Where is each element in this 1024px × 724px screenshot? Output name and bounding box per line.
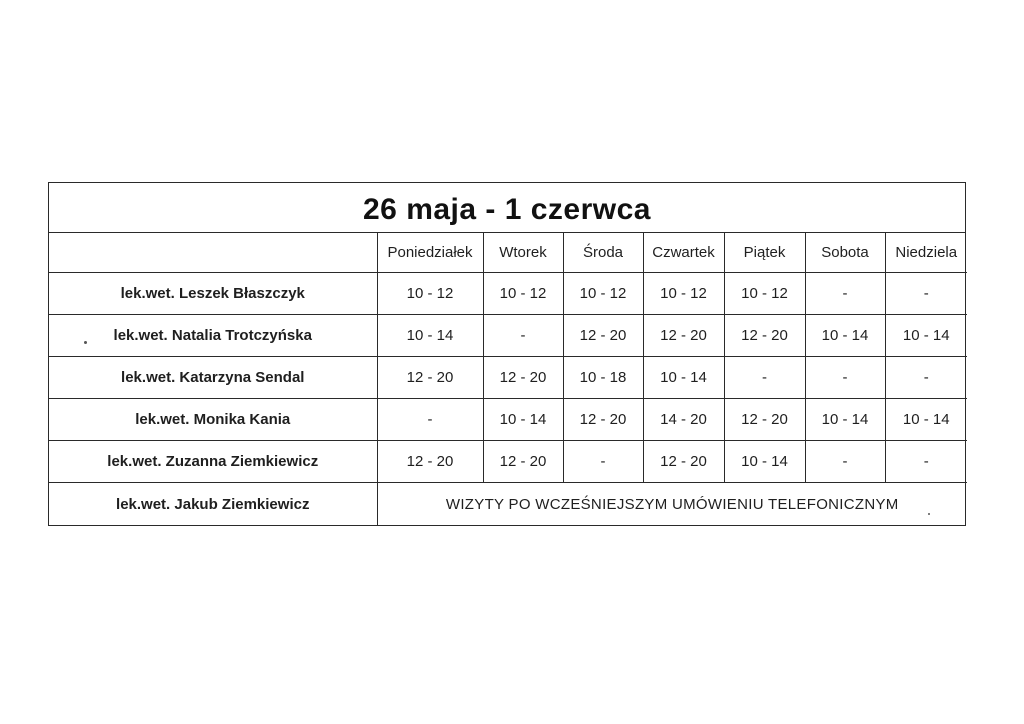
hours-cell: 14 - 20 [643, 399, 724, 441]
hours-cell: - [483, 315, 563, 357]
day-header: Środa [563, 233, 643, 273]
schedule-table [48, 182, 966, 526]
title-row [49, 183, 965, 233]
hours-cell: 10 - 12 [483, 273, 563, 315]
hours-cell: 12 - 20 [724, 315, 805, 357]
day-header: Sobota [805, 233, 885, 273]
doctor-row [49, 315, 967, 357]
hours-cell: 10 - 12 [643, 273, 724, 315]
doctor-name: lek.wet. Jakub Ziemkiewicz [49, 483, 377, 527]
hours-cell: 10 - 14 [805, 399, 885, 441]
hours-cell: 10 - 14 [805, 315, 885, 357]
hours-cell: - [805, 357, 885, 399]
hours-cell: 12 - 20 [563, 399, 643, 441]
day-header-row [49, 233, 967, 273]
doctor-row [49, 483, 967, 527]
hours-cell: 10 - 14 [377, 315, 483, 357]
doctor-row [49, 273, 967, 315]
appointment-note: WIZYTY PO WCZEŚNIEJSZYM UMÓWIENIU TELEFONICZNYM [377, 483, 967, 527]
schedule-title: 26 maja - 1 czerwca [362, 192, 651, 226]
hours-cell: - [724, 357, 805, 399]
hours-cell: 12 - 20 [483, 441, 563, 483]
doctor-name: lek.wet. Monika Kania [49, 399, 377, 441]
hours-cell: 10 - 14 [885, 315, 967, 357]
doctor-row [49, 399, 967, 441]
doctor-row [49, 441, 967, 483]
scan-speck [928, 513, 930, 515]
hours-cell: 10 - 12 [563, 273, 643, 315]
hours-cell: 10 - 14 [724, 441, 805, 483]
scan-speck [84, 341, 87, 344]
hours-cell: 10 - 12 [377, 273, 483, 315]
hours-cell: 12 - 20 [377, 441, 483, 483]
corner-cell [49, 233, 377, 273]
hours-cell: 10 - 14 [885, 399, 967, 441]
doctor-row [49, 357, 967, 399]
hours-cell: 12 - 20 [563, 315, 643, 357]
doctor-name: lek.wet. Zuzanna Ziemkiewicz [49, 441, 377, 483]
doctor-name: lek.wet. Leszek Błaszczyk [49, 273, 377, 315]
day-header: Niedziela [885, 233, 967, 273]
hours-cell: - [885, 441, 967, 483]
hours-cell: 12 - 20 [483, 357, 563, 399]
hours-cell: 10 - 14 [643, 357, 724, 399]
hours-cell: 10 - 18 [563, 357, 643, 399]
hours-cell: 10 - 12 [724, 273, 805, 315]
hours-cell: 12 - 20 [643, 441, 724, 483]
doctor-name: lek.wet. Katarzyna Sendal [49, 357, 377, 399]
day-header: Czwartek [643, 233, 724, 273]
hours-cell: - [805, 273, 885, 315]
hours-cell: - [377, 399, 483, 441]
hours-cell: - [563, 441, 643, 483]
hours-cell: - [805, 441, 885, 483]
hours-cell: - [885, 273, 967, 315]
hours-cell: - [885, 357, 967, 399]
schedule-grid [49, 233, 967, 526]
hours-cell: 12 - 20 [724, 399, 805, 441]
day-header: Poniedziałek [377, 233, 483, 273]
doctor-name: lek.wet. Natalia Trotczyńska [49, 315, 377, 357]
day-header: Piątek [724, 233, 805, 273]
day-header: Wtorek [483, 233, 563, 273]
hours-cell: 12 - 20 [643, 315, 724, 357]
hours-cell: 12 - 20 [377, 357, 483, 399]
hours-cell: 10 - 14 [483, 399, 563, 441]
